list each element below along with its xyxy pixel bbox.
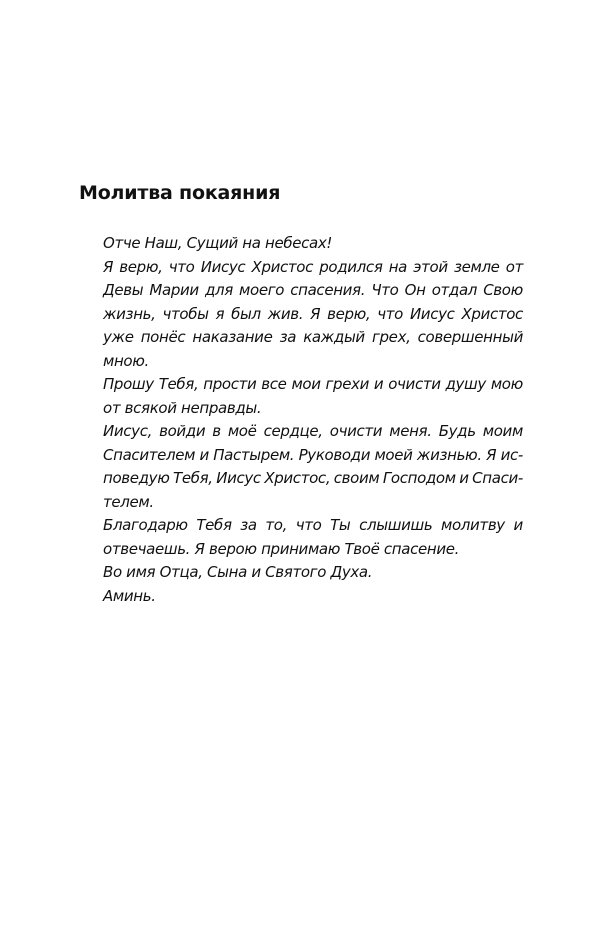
word: каждый (303, 328, 365, 346)
word: душу (445, 375, 486, 393)
word: понёс (140, 328, 186, 346)
word: и (513, 516, 523, 534)
prayer-line: от всякой неправды. (103, 398, 262, 417)
page-title: Молитва покаяния (79, 182, 281, 204)
word: в (212, 422, 221, 440)
word: Иисус (216, 469, 261, 487)
word: Иисус, (103, 422, 153, 440)
word: спасения. (290, 281, 366, 299)
word: очисти (388, 375, 441, 393)
prayer-line (103, 279, 523, 303)
word: Свою (483, 281, 523, 299)
word: Руководи (298, 445, 371, 464)
word: Он (404, 281, 426, 299)
word: то, (265, 516, 288, 534)
word: прости (203, 375, 257, 393)
word: меня. (389, 422, 432, 440)
word: от (505, 257, 523, 276)
word: на (388, 257, 408, 276)
word: своим (333, 469, 380, 487)
prayer-line: отвечаешь. Я верою принимаю Твоё спасение. (103, 539, 460, 558)
word: грехи (325, 375, 370, 393)
word: что (168, 257, 195, 276)
word: Господом (382, 469, 456, 487)
word: сердце, (263, 422, 323, 440)
prayer-line (103, 303, 523, 327)
word: Я (310, 304, 321, 323)
word: все (261, 375, 287, 393)
prayer-line: Аминь. (103, 586, 156, 605)
word: этой (413, 257, 448, 276)
word: за (279, 328, 297, 346)
word: Тебя, (158, 375, 199, 393)
word: жизнью. (416, 445, 482, 464)
prayer-line (103, 467, 523, 491)
word: и (373, 375, 384, 393)
word: очисти (329, 422, 383, 440)
prayer-line (103, 420, 523, 444)
word: Христос, (264, 469, 331, 487)
word: был (231, 304, 261, 323)
word: моей (374, 445, 413, 464)
word: и (199, 445, 209, 464)
word: Марии (149, 281, 199, 299)
word: что (295, 516, 322, 534)
prayer-line: мною. (103, 351, 149, 370)
word: Прошу (103, 375, 154, 393)
word: Тебя (196, 516, 232, 534)
prayer-line (103, 514, 523, 538)
prayer-line (103, 373, 523, 397)
word: Спасителем (103, 445, 196, 464)
prayer-line: Во имя Отца, Сына и Святого Духа. (103, 563, 373, 581)
word: что (377, 304, 404, 323)
word: моим (482, 422, 523, 440)
word: Ты (330, 516, 351, 534)
prayer-text (103, 232, 523, 608)
word: я (215, 304, 225, 323)
word: Пастырем. (213, 445, 295, 464)
word: слышишь (359, 516, 433, 534)
prayer-line (103, 326, 523, 350)
word: Девы (103, 281, 144, 299)
prayer-line (103, 256, 523, 280)
word: совершенный (417, 328, 523, 346)
word: чтобы (162, 304, 209, 323)
word: родился (319, 257, 383, 276)
word: молитву (441, 516, 505, 534)
word: жив. (267, 304, 304, 323)
word: Христос (251, 257, 314, 276)
word: Я (103, 257, 114, 276)
word: жизнь, (103, 304, 156, 323)
word: земле (453, 257, 500, 276)
word: моё (227, 422, 257, 440)
prayer-line (103, 444, 523, 468)
prayer-line: Отче Наш, Сущий на небесах! (103, 234, 333, 252)
word: наказание (192, 328, 273, 346)
word: Благодарю (103, 516, 188, 534)
word: Иисус (409, 304, 455, 323)
word: Я (486, 445, 497, 464)
word: уже (103, 328, 134, 346)
word: и (459, 469, 469, 487)
word: Тебя, (173, 469, 213, 487)
word: Что (371, 281, 399, 299)
word: ис- (500, 445, 523, 464)
word: для (204, 281, 233, 299)
word: Спаси- (472, 469, 523, 487)
word: мою (490, 375, 523, 393)
word: войди (159, 422, 206, 440)
word: отдал (431, 281, 478, 299)
word: моего (239, 281, 285, 299)
word: поведую (103, 469, 170, 487)
word: верю, (119, 257, 163, 276)
word: мои (291, 375, 321, 393)
word: за (240, 516, 257, 534)
word: Иисус (200, 257, 246, 276)
word: верю, (327, 304, 371, 323)
word: грех, (371, 328, 411, 346)
prayer-line: телем. (103, 492, 154, 511)
word: Христос (461, 304, 523, 323)
word: Будь (438, 422, 476, 440)
